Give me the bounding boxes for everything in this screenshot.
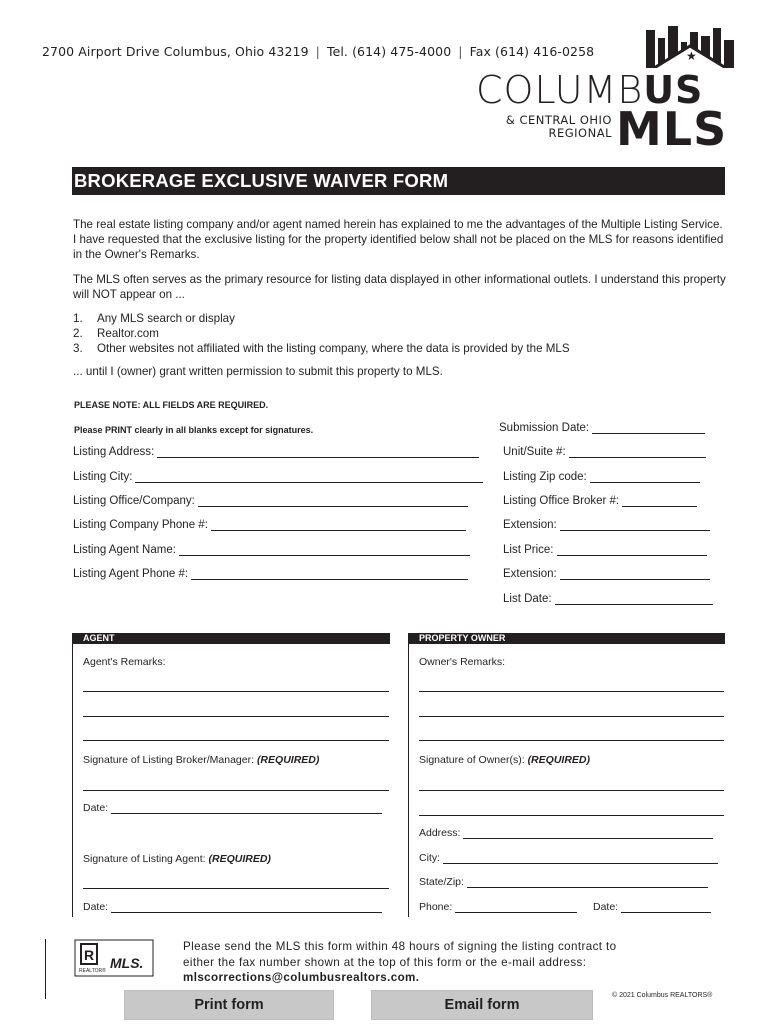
title-bar — [58, 167, 725, 195]
list-item: 3. Other websites not affiliated with the listing company, where the data is provided by the MLS — [73, 342, 570, 355]
listing-address-field[interactable]: Listing Address: — [73, 446, 479, 458]
office-fax: Fax (614) 416-0258 — [469, 44, 595, 59]
columbus-mls-logo — [476, 24, 736, 154]
realtor-mls-logo: R REALTOR® MLS. — [74, 939, 154, 977]
owner-signature-line-2[interactable] — [419, 815, 724, 816]
agent-remarks-line-3[interactable] — [83, 740, 389, 741]
listing-city-field[interactable]: Listing City: — [73, 471, 483, 483]
broker-signature-label: Signature of Listing Broker/Manager: (REQUIRED) — [83, 754, 320, 766]
unit-suite-field[interactable]: Unit/Suite #: — [503, 446, 706, 458]
footer-border — [45, 939, 46, 999]
list-price-field[interactable]: List Price: — [503, 544, 707, 556]
owner-remarks-label: Owner's Remarks: — [419, 656, 506, 668]
skyline-icon — [644, 24, 736, 68]
listing-agent-phone-field[interactable]: Listing Agent Phone #: — [73, 568, 468, 580]
agent-signature-label: Signature of Listing Agent: (REQUIRED) — [83, 853, 271, 865]
separator: | — [315, 44, 320, 59]
logo-columbus: COLUMBUS — [476, 68, 704, 112]
listing-company-phone-field[interactable]: Listing Company Phone #: — [73, 519, 466, 531]
agent-section-header: AGENT — [72, 633, 390, 644]
agent-signature-line[interactable] — [83, 888, 389, 889]
mls-paragraph: The MLS often serves as the primary resource for listing data displayed in other informational outlets. I understand this property will NOT appear on ... — [73, 273, 726, 301]
owner-section-header: PROPERTY OWNER — [408, 633, 725, 644]
logo-subtitle: & CENTRAL OHIO REGIONAL — [505, 113, 612, 140]
logo-mls: MLS — [616, 102, 728, 156]
copyright: © 2021 Columbus REALTORS® — [612, 992, 713, 999]
extension-field[interactable]: Extension: — [503, 519, 710, 531]
submission-date-field[interactable]: Submission Date: — [499, 422, 705, 434]
agent-remarks-label: Agent's Remarks: — [83, 656, 166, 668]
outlet-list — [73, 311, 570, 356]
owner-state-zip-field[interactable]: State/Zip: — [419, 876, 708, 888]
owner-remarks-line-3[interactable] — [419, 740, 724, 741]
broker-date-field[interactable]: Date: — [83, 802, 382, 814]
office-phone: Tel. (614) 475-4000 — [326, 44, 452, 59]
separator: | — [458, 44, 463, 59]
owner-section-border — [408, 633, 409, 917]
owner-phone-field[interactable]: Phone: — [419, 901, 577, 913]
owner-remarks-line-2[interactable] — [419, 716, 724, 717]
agent-extension-field[interactable]: Extension: — [503, 568, 710, 580]
owner-signature-label: Signature of Owner(s): (REQUIRED) — [419, 754, 590, 766]
agent-remarks-line-2[interactable] — [83, 716, 389, 717]
list-item: 2. Realtor.com — [73, 327, 159, 340]
agent-section-border — [72, 633, 73, 917]
broker-signature-line[interactable] — [83, 790, 389, 791]
form-title: BROKERAGE EXCLUSIVE WAIVER FORM — [74, 170, 449, 191]
office-address: 2700 Airport Drive Columbus, Ohio 43219 — [42, 44, 309, 59]
listing-office-field[interactable]: Listing Office/Company: — [73, 495, 468, 507]
list-item: 1. Any MLS search or display — [73, 312, 235, 325]
intro-paragraph: The real estate listing company and/or agent named herein has explained to me the advantages of the Multiple Listing Service. I have requested that the exclusive listing for the property identified below shall not be placed on the MLS for reasons identified in the Owner's Remarks. — [73, 218, 724, 261]
agent-remarks-line-1[interactable] — [83, 691, 389, 692]
listing-zip-field[interactable]: Listing Zip code: — [503, 471, 700, 483]
listing-agent-name-field[interactable]: Listing Agent Name: — [73, 544, 470, 556]
until-statement: ... until I (owner) grant written permission to submit this property to MLS. — [73, 365, 443, 378]
owner-address-field[interactable]: Address: — [419, 827, 713, 839]
owner-date-field[interactable]: Date: — [593, 901, 711, 913]
owner-signature-line-1[interactable] — [419, 790, 724, 791]
listing-office-broker-field[interactable]: Listing Office Broker #: — [503, 495, 697, 507]
svg-text:★: ★ — [686, 49, 697, 63]
email-address[interactable]: mlscorrections@columbusrealtors.com. — [183, 971, 420, 984]
list-date-field[interactable]: List Date: — [503, 593, 713, 605]
print-note: Please PRINT clearly in all blanks except for signatures. — [74, 425, 314, 435]
svg-text:REALTOR®: REALTOR® — [79, 968, 106, 974]
owner-remarks-line-1[interactable] — [419, 691, 724, 692]
print-form-button[interactable]: Print form — [124, 990, 334, 1020]
email-form-button[interactable]: Email form — [371, 990, 593, 1020]
agent-date-field[interactable]: Date: — [83, 901, 382, 913]
submission-instructions: Please send the MLS this form within 48 hours of signing the listing contract to either the fax number shown at the top of this form or the e-mail address: mlscorrections@columbusrealtors.com. — [183, 940, 617, 984]
svg-text:R: R — [84, 947, 95, 963]
owner-city-field[interactable]: City: — [419, 852, 718, 864]
required-note: PLEASE NOTE: ALL FIELDS ARE REQUIRED. — [74, 400, 269, 410]
